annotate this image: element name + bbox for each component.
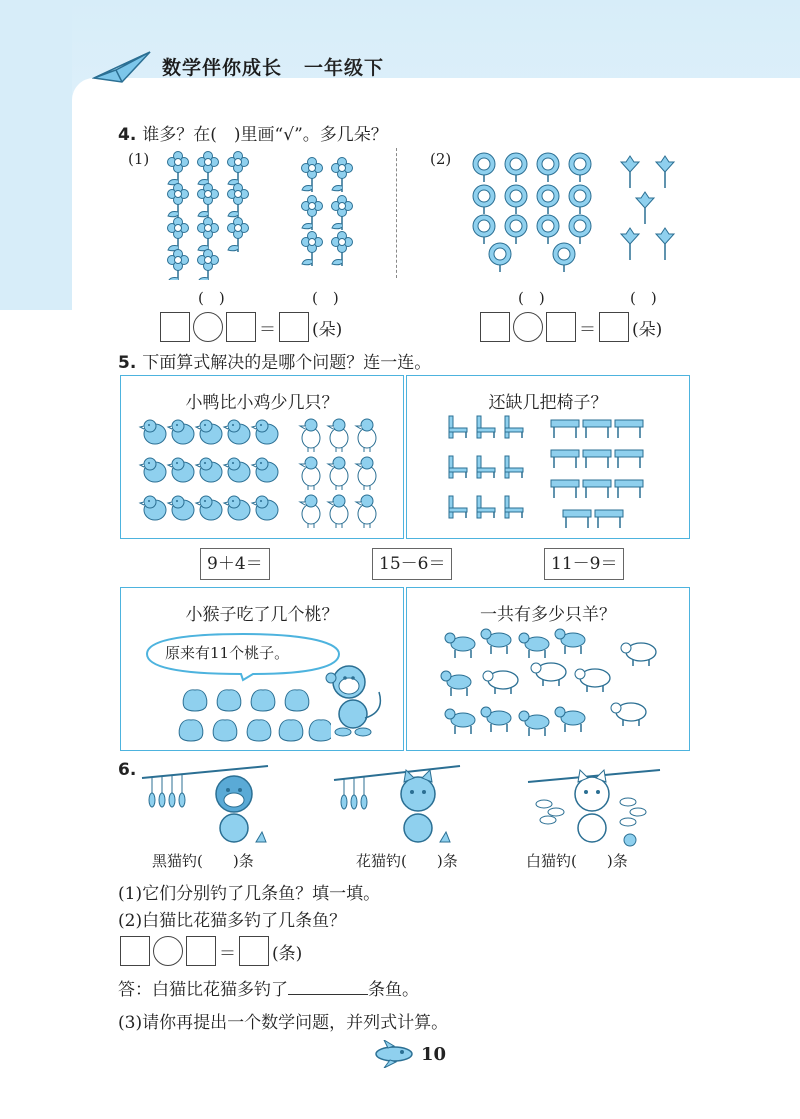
sunflower-icon <box>489 243 575 272</box>
black-cat-icon <box>138 764 278 848</box>
page-number: 10 <box>421 1044 447 1065</box>
expression-9-plus-4[interactable]: 9＋4＝ <box>200 548 270 580</box>
panel-sheep-goats <box>406 587 690 751</box>
operator-circle[interactable] <box>193 312 223 342</box>
q4-p2-equation <box>480 312 662 342</box>
speech-text: 原来有11个桃子。 <box>165 644 290 662</box>
q6-equation <box>120 936 302 966</box>
chair-icon <box>449 416 523 438</box>
expression-15-minus-6[interactable]: 15－6＝ <box>372 548 452 580</box>
q6-number: 6. <box>118 760 137 780</box>
chair-icon <box>449 456 523 478</box>
panel-title: 小猴子吃了几个桃？ <box>185 605 339 625</box>
black-cat-label: 黑猫钓( )条 <box>152 852 254 870</box>
equals-sign: ＝ <box>219 943 236 964</box>
airplane-mascot-icon <box>370 1040 418 1068</box>
answer-box[interactable] <box>160 312 190 342</box>
answer-box[interactable] <box>186 936 216 966</box>
goat-icon <box>441 671 471 696</box>
panel-monkey-peaches <box>120 587 404 751</box>
operator-circle[interactable] <box>513 312 543 342</box>
sheep-icon <box>611 703 646 726</box>
q6-answer-line <box>118 975 419 1000</box>
grade-label: 一年级下 <box>304 56 385 79</box>
flower-icon <box>168 152 249 187</box>
answer-box[interactable] <box>239 936 269 966</box>
flower-icon <box>168 250 219 281</box>
q4-part1-label: (1) <box>128 150 150 168</box>
desk-icon <box>551 420 643 438</box>
q4-part2-flowers <box>460 150 700 280</box>
duck-icon <box>300 419 376 452</box>
chick-icon <box>140 496 278 520</box>
sunflower-icon <box>473 185 591 214</box>
unit-label: (朵) <box>312 319 343 340</box>
unit-label: (朵) <box>632 319 663 340</box>
desk-icon <box>551 450 643 468</box>
sunflower-icon <box>473 215 591 244</box>
q6-sub1: (1)它们分别钓了几条鱼？填一填。 <box>118 884 381 904</box>
panel-ducks-chicks <box>120 375 404 539</box>
desk-icon <box>563 510 623 528</box>
spotted-cat-label: 花猫钓( )条 <box>356 852 458 870</box>
q4-text: 谁多？在( )里画“√”。多几朵？ <box>142 125 388 145</box>
q4-p1-paren-a[interactable]: ( ) <box>198 289 225 307</box>
duck-icon <box>300 495 376 528</box>
q5-number: 5. <box>118 353 137 373</box>
q6-sub2: (2)白猫比花猫多钓了几条鱼？ <box>118 911 347 931</box>
q4-part1-flowers <box>150 150 380 280</box>
spotted-cat-icon <box>330 764 470 848</box>
answer-box[interactable] <box>120 936 150 966</box>
q5-prompt <box>118 348 431 373</box>
page-header <box>92 48 384 84</box>
peach-icon <box>183 690 309 711</box>
answer-blank[interactable] <box>288 978 368 995</box>
q4-p1-equation <box>160 312 342 342</box>
q4-divider <box>396 148 397 278</box>
duck-icon <box>300 457 376 490</box>
sunflower-icon <box>473 153 591 182</box>
q4-p2-paren-b[interactable]: ( ) <box>630 289 657 307</box>
q4-p1-paren-b[interactable]: ( ) <box>312 289 339 307</box>
answer-suffix: 条鱼。 <box>368 980 419 1000</box>
unit-label: (条) <box>272 943 303 964</box>
goat-icon <box>445 629 585 658</box>
peach-icon <box>179 720 331 741</box>
goat-icon <box>445 707 585 736</box>
q6-sub3: (3)请你再提出一个数学问题，并列式计算。 <box>118 1013 449 1033</box>
desk-icon <box>551 480 643 498</box>
expression-11-minus-9[interactable]: 11－9＝ <box>544 548 624 580</box>
operator-circle[interactable] <box>153 936 183 966</box>
answer-box[interactable] <box>546 312 576 342</box>
sheep-icon <box>621 643 656 666</box>
panel-title: 小鸭比小鸡少几只？ <box>185 393 339 413</box>
answer-prefix: 答：白猫比花猫多钓了 <box>118 980 288 1000</box>
lily-icon <box>621 156 674 260</box>
flower-icon <box>302 196 353 231</box>
chick-icon <box>140 458 278 482</box>
white-cat-icon <box>524 764 664 848</box>
panel-chairs-desks <box>406 375 690 539</box>
peaches <box>171 682 331 746</box>
chicks-and-ducks <box>135 416 395 532</box>
answer-box[interactable] <box>226 312 256 342</box>
flower-icon <box>302 232 353 267</box>
sheep-icon <box>483 663 610 694</box>
q4-part2-label: (2) <box>430 150 452 168</box>
q5-text: 下面算式解决的是哪个问题？连一连。 <box>142 353 432 373</box>
panel-title: 还缺几把椅子？ <box>488 393 608 413</box>
answer-box[interactable] <box>480 312 510 342</box>
equals-sign: ＝ <box>579 319 596 340</box>
q4-p2-paren-a[interactable]: ( ) <box>518 289 545 307</box>
paper-plane-logo-icon <box>92 48 152 84</box>
answer-box[interactable] <box>599 312 629 342</box>
equals-sign: ＝ <box>259 319 276 340</box>
chair-icon <box>449 496 523 518</box>
page-background-side <box>0 0 72 310</box>
flower-icon <box>168 184 249 219</box>
flower-icon <box>302 158 353 193</box>
panel-title: 一共有多少只羊？ <box>480 605 616 625</box>
white-cat-label: 白猫钓( )条 <box>526 852 628 870</box>
goats-and-sheep <box>437 628 677 746</box>
answer-box[interactable] <box>279 312 309 342</box>
chick-icon <box>140 420 278 444</box>
chairs-and-desks <box>441 412 681 532</box>
flower-icon <box>168 218 249 253</box>
q4-number: 4. <box>118 125 137 145</box>
book-title: 数学伴你成长 <box>162 56 283 79</box>
q4-prompt <box>118 120 388 145</box>
